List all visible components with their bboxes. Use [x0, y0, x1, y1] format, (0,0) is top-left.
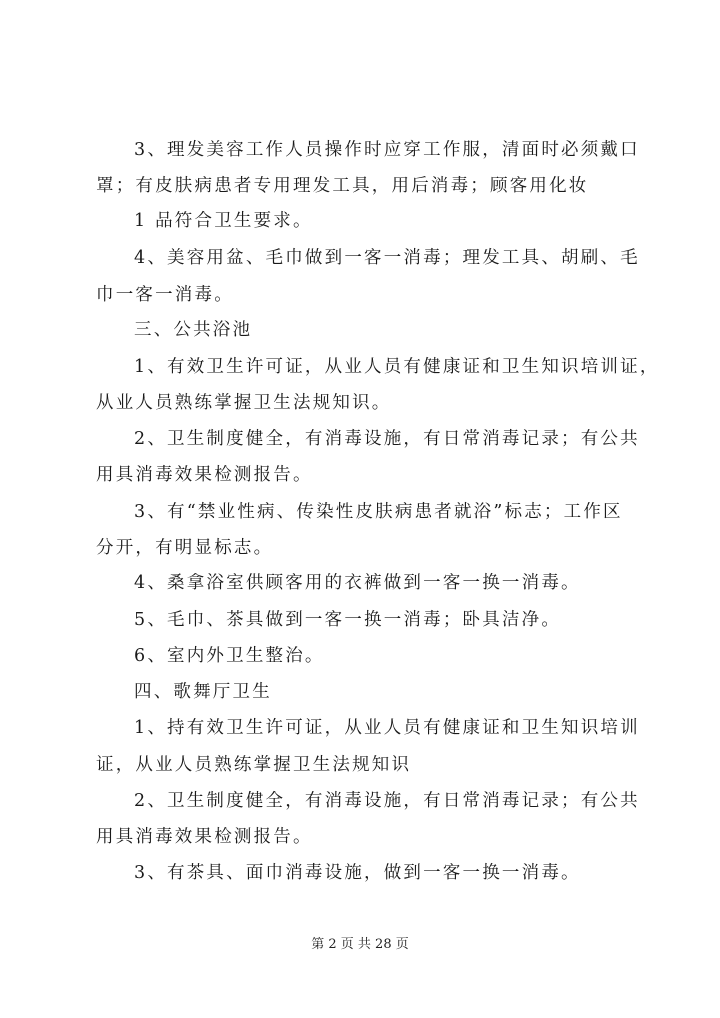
paragraph-line: 1、有效卫生许可证，从业人员有健康证和卫生知识培训证， [134, 357, 660, 377]
paragraph-line: 从业人员熟练掌握卫生法规知识。 [96, 393, 392, 413]
paragraph-line: 5、毛巾、茶具做到一客一换一消毒；卧具洁净。 [134, 610, 562, 630]
paragraph-line: 3、理发美容工作人员操作时应穿工作服，清面时必须戴口 [134, 140, 640, 160]
page-number-footer: 第 2 页 共 28 页 [311, 937, 409, 952]
paragraph-line: 6、室内外卫生整治。 [134, 646, 325, 666]
paragraph-line: 3、有茶具、面巾消毒设施，做到一客一换一消毒。 [134, 863, 581, 883]
paragraph-line: 4、桑拿浴室供顾客用的衣裤做到一客一换一消毒。 [134, 573, 581, 593]
paragraph-line: 用具消毒效果检测报告。 [96, 465, 313, 485]
paragraph-line: 1 品符合卫生要求。 [134, 211, 313, 231]
paragraph-line: 3、有“禁业性病、传染性皮肤病患者就浴”标志；工作区 [134, 502, 623, 522]
paragraph-line: 用具消毒效果检测报告。 [96, 827, 313, 847]
section-heading: 三、公共浴池 [134, 320, 253, 340]
section-heading: 四、歌舞厅卫生 [134, 682, 272, 702]
paragraph-line: 巾一客一消毒。 [96, 285, 234, 305]
paragraph-line: 4、美容用盆、毛巾做到一客一消毒；理发工具、胡刷、毛 [134, 248, 640, 268]
paragraph-line: 罩；有皮肤病患者专用理发工具，用后消毒；顾客用化妆 [96, 176, 589, 196]
paragraph-line: 2、卫生制度健全，有消毒设施，有日常消毒记录；有公共 [134, 791, 640, 811]
paragraph-line: 分开，有明显标志。 [96, 538, 274, 558]
paragraph-line: 1、持有效卫生许可证，从业人员有健康证和卫生知识培训 [134, 718, 640, 738]
paragraph-line: 2、卫生制度健全，有消毒设施，有日常消毒记录；有公共 [134, 429, 640, 449]
paragraph-line: 证，从业人员熟练掌握卫生法规知识 [96, 755, 412, 775]
